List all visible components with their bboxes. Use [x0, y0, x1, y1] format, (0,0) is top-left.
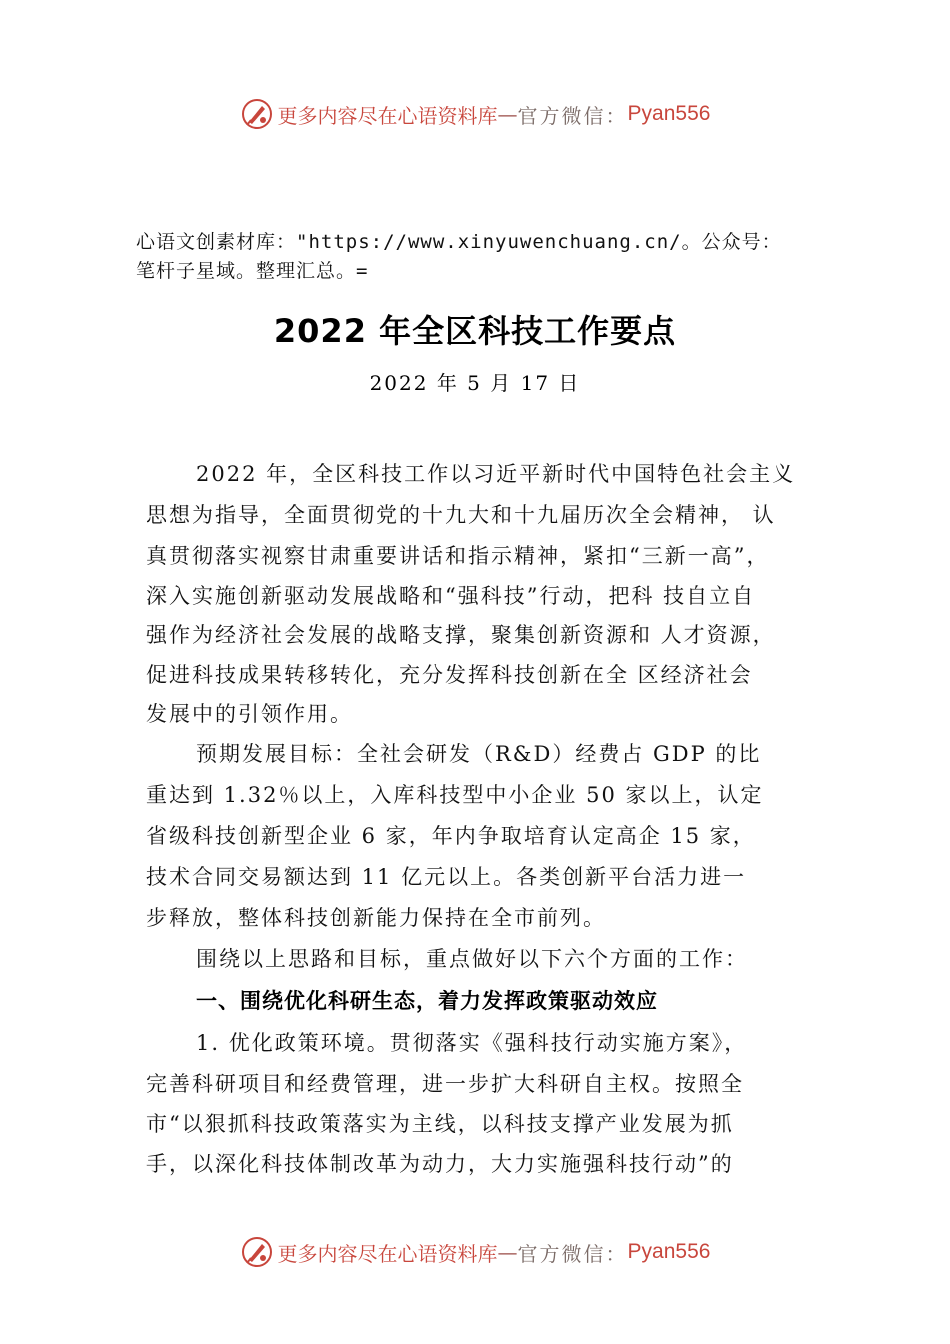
banner-wechat-label: 官方微信：	[517, 103, 628, 128]
paragraph-line: 手，以深化科技体制改革为动力，大力实施强科技行动”的	[146, 1152, 734, 1176]
banner-separator: —	[497, 1240, 518, 1264]
footer-banner	[0, 1232, 950, 1272]
paragraph-line: 2022 年，全区科技工作以习近平新时代中国特色社会主义	[196, 462, 796, 486]
paragraph-line: 步释放，整体科技创新能力保持在全市前列。	[146, 906, 606, 930]
banner-separator: —	[497, 102, 518, 126]
paragraph-line: 强作为经济社会发展的战略支撑，聚集创新资源和 人才资源，	[146, 623, 776, 647]
banner-wechat-label: 官方微信：	[517, 1241, 628, 1266]
banner-prefix: 更多内容尽在心语资料库	[277, 1241, 498, 1266]
document-date: 2022 年 5 月 17 日	[369, 371, 581, 395]
paragraph-line: 思想为指导，全面贯彻党的十九大和十九届历次全会精神， 认	[146, 503, 776, 527]
paragraph-line: 完善科研项目和经费管理，进一步扩大科研自主权。按照全	[146, 1072, 744, 1096]
paragraph-line: 真贯彻落实视察甘肃重要讲话和指示精神，紧扣“三新一高”，	[146, 544, 770, 568]
paragraph-line: 技术合同交易额达到 11 亿元以上。各类创新平台活力进一	[146, 865, 747, 889]
banner-prefix: 更多内容尽在心语资料库	[277, 103, 498, 128]
quill-pen-logo-icon	[240, 1235, 274, 1269]
paragraph-line: 围绕以上思路和目标，重点做好以下六个方面的工作：	[196, 947, 748, 971]
paragraph-line: 发展中的引领作用。	[146, 702, 353, 726]
banner-wechat-id: Pyan556	[627, 102, 711, 125]
quill-pen-logo-icon	[240, 97, 274, 131]
paragraph-line: 深入实施创新驱动发展战略和“强科技”行动，把科 技自立自	[146, 584, 756, 608]
source-note-line: 心语文创素材库："https://www.xinyuwenchuang.cn/。公众号：	[136, 231, 782, 253]
banner-wechat-id: Pyan556	[627, 1240, 711, 1263]
paragraph-line: 预期发展目标：全社会研发（R&D）经费占 GDP 的比	[196, 742, 762, 766]
paragraph-line: 1. 优化政策环境。贯彻落实《强科技行动实施方案》，	[196, 1031, 748, 1055]
paragraph-line: 省级科技创新型企业 6 家，年内争取培育认定高企 15 家，	[146, 824, 756, 848]
source-note	[136, 228, 866, 286]
source-note-line: 笔杆子星域。整理汇总。=	[136, 260, 369, 282]
paragraph-line: 市“以狠抓科技政策落实为主线，以科技支撑产业发展为抓	[146, 1112, 734, 1136]
header-banner	[0, 94, 950, 134]
section-heading: 一、围绕优化科研生态，着力发挥政策驱动效应	[196, 989, 658, 1013]
document-title: 2022 年全区科技工作要点	[273, 312, 677, 350]
paragraph-line: 重达到 1.32％以上，入库科技型中小企业 50 家以上，认定	[146, 783, 764, 807]
paragraph-line: 促进科技成果转移转化，充分发挥科技创新在全 区经济社会	[146, 663, 753, 687]
